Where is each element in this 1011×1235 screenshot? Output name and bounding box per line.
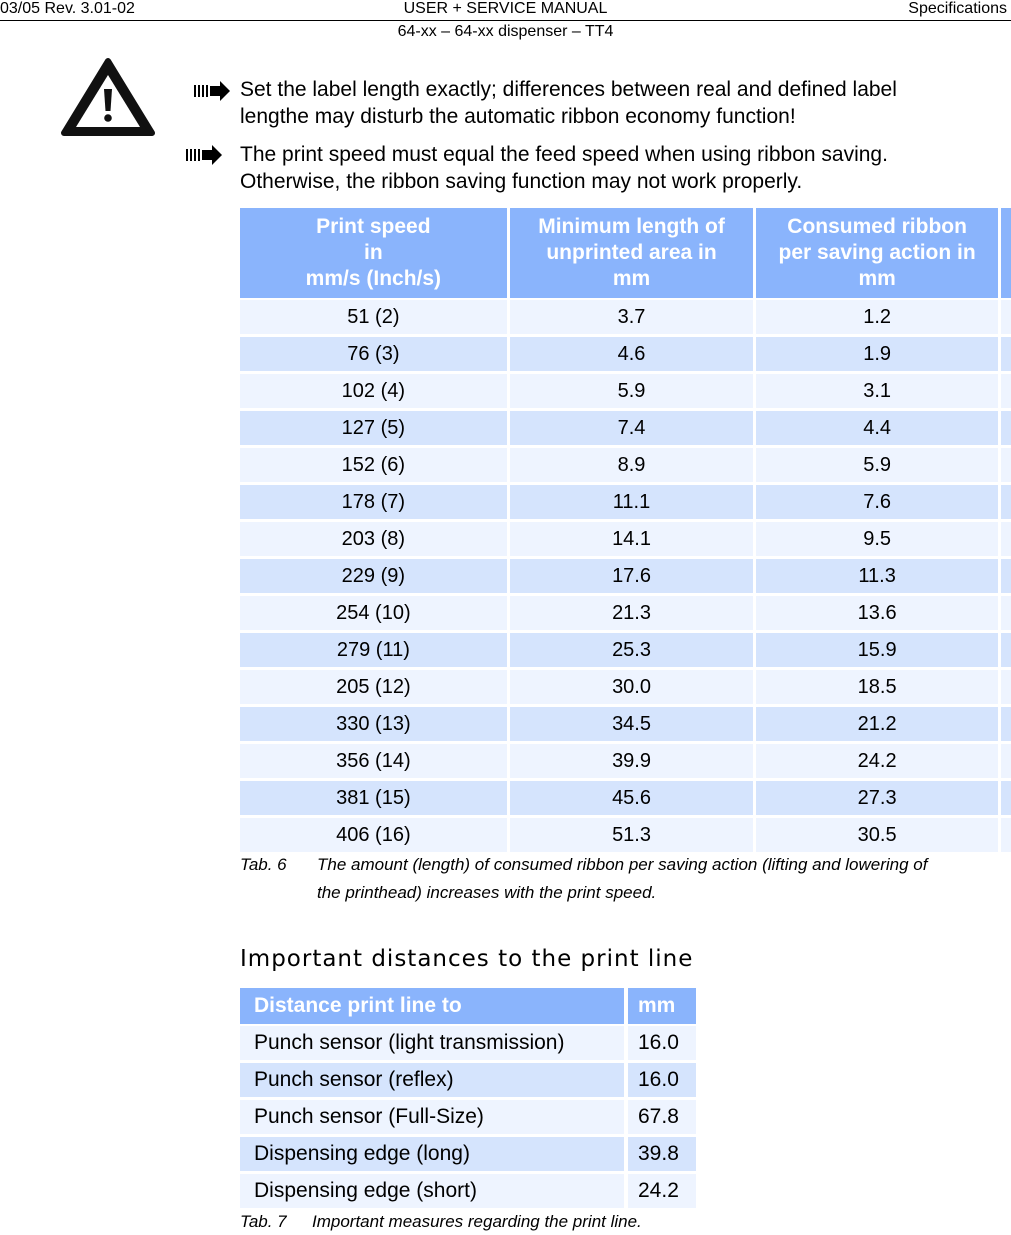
table-cell: 27.3	[756, 781, 1001, 818]
table-cell: 5.9	[510, 374, 757, 411]
header-subtitle: 64-xx – 64-xx dispenser – TT4	[397, 23, 614, 40]
column-header-consumed-ribbon: Consumed ribbon per saving action in mm	[756, 208, 1001, 300]
table-cell: 67.8	[628, 1100, 700, 1137]
header-divider	[0, 20, 1011, 21]
table-row	[240, 522, 1011, 559]
table-cell: 1.2	[756, 300, 1001, 337]
table-cell: 24.2	[628, 1174, 700, 1211]
caption-label: Tab. 7	[240, 1212, 287, 1231]
row-spacer	[1001, 596, 1011, 633]
table-cell: 11.3	[756, 559, 1001, 596]
column-header-distance: Distance print line to	[240, 988, 628, 1026]
table-cell: 16.0	[628, 1026, 700, 1063]
note-label-length	[240, 76, 1000, 130]
table-cell: Punch sensor (reflex)	[240, 1063, 628, 1100]
table-cell: 254 (10)	[240, 596, 510, 633]
note-line: Set the label length exactly; differences between real and defined label	[240, 78, 897, 101]
table-cell: 406 (16)	[240, 818, 510, 855]
arrow-right-icon	[194, 80, 232, 102]
table-cell: 76 (3)	[240, 337, 510, 374]
row-spacer	[1001, 744, 1011, 781]
table-cell: 30.0	[510, 670, 757, 707]
table6-caption	[240, 851, 1011, 911]
table-cell: 279 (11)	[240, 633, 510, 670]
table-row	[240, 596, 1011, 633]
header-revision: 03/05 Rev. 3.01-02	[0, 0, 135, 17]
table-row	[240, 1137, 700, 1174]
caption-text: Important measures regarding the print line.	[312, 1212, 642, 1231]
table-cell: Punch sensor (light transmission)	[240, 1026, 628, 1063]
table-row	[240, 1174, 700, 1211]
table-cell: 152 (6)	[240, 448, 510, 485]
table-cell: 18.5	[756, 670, 1001, 707]
table-header-row	[240, 208, 1011, 300]
table-cell: Dispensing edge (long)	[240, 1137, 628, 1174]
table-row	[240, 411, 1011, 448]
row-spacer	[1001, 448, 1011, 485]
table-cell: 34.5	[510, 707, 757, 744]
table-row	[240, 485, 1011, 522]
table-cell: 4.4	[756, 411, 1001, 448]
row-spacer	[1001, 670, 1011, 707]
header-manual-title: USER + SERVICE MANUAL	[403, 0, 608, 17]
ribbon-saving-table	[240, 208, 1011, 855]
table-cell: 45.6	[510, 781, 757, 818]
table-cell: 39.9	[510, 744, 757, 781]
table-cell: 178 (7)	[240, 485, 510, 522]
column-header-print-speed: Print speed in mm/s (Inch/s)	[240, 208, 510, 300]
table-cell: 11.1	[510, 485, 757, 522]
warning-icon	[60, 57, 156, 137]
table-row	[240, 633, 1011, 670]
note-print-speed	[240, 141, 1000, 195]
row-spacer	[1001, 411, 1011, 448]
table-cell: 21.3	[510, 596, 757, 633]
table-cell: 330 (13)	[240, 707, 510, 744]
table-cell: Punch sensor (Full-Size)	[240, 1100, 628, 1137]
table-cell: 127 (5)	[240, 411, 510, 448]
table-cell: 25.3	[510, 633, 757, 670]
table-cell: 1.9	[756, 337, 1001, 374]
table-row	[240, 670, 1011, 707]
table-cell: Dispensing edge (short)	[240, 1174, 628, 1211]
note-line: lengthe may disturb the automatic ribbon economy function!	[240, 105, 796, 128]
table-row	[240, 374, 1011, 411]
caption-text: The amount (length) of consumed ribbon per saving action (lifting and lowering of	[317, 855, 928, 874]
column-header-mm: mm	[628, 988, 700, 1026]
table-row	[240, 781, 1011, 818]
row-spacer	[1001, 559, 1011, 596]
table-cell: 17.6	[510, 559, 757, 596]
print-line-distances-table	[240, 988, 700, 1211]
table-cell: 205 (12)	[240, 670, 510, 707]
table-row	[240, 1063, 700, 1100]
header-section: Specifications	[908, 0, 1007, 17]
row-spacer	[1001, 818, 1011, 855]
table-row	[240, 744, 1011, 781]
table-cell: 13.6	[756, 596, 1001, 633]
table-row	[240, 818, 1011, 855]
table-row	[240, 1100, 700, 1137]
caption-text: the printhead) increases with the print speed.	[317, 883, 657, 902]
row-spacer	[1001, 633, 1011, 670]
table-row	[240, 707, 1011, 744]
column-header-spacer	[1001, 208, 1011, 300]
table-cell: 229 (9)	[240, 559, 510, 596]
table-row	[240, 1026, 700, 1063]
table-cell: 8.9	[510, 448, 757, 485]
table-cell: 24.2	[756, 744, 1001, 781]
table-cell: 3.7	[510, 300, 757, 337]
note-line: The print speed must equal the feed speed when using ribbon saving.	[240, 143, 888, 166]
caption-label: Tab. 6	[240, 855, 287, 874]
table-cell: 4.6	[510, 337, 757, 374]
table-cell: 356 (14)	[240, 744, 510, 781]
table-cell: 39.8	[628, 1137, 700, 1174]
table-cell: 51 (2)	[240, 300, 510, 337]
table-cell: 7.6	[756, 485, 1001, 522]
table7-caption	[240, 1209, 1011, 1235]
row-spacer	[1001, 522, 1011, 559]
table-cell: 51.3	[510, 818, 757, 855]
table-cell: 14.1	[510, 522, 757, 559]
table-cell: 9.5	[756, 522, 1001, 559]
arrow-right-icon	[186, 144, 224, 166]
table-cell: 21.2	[756, 707, 1001, 744]
table-cell: 16.0	[628, 1063, 700, 1100]
table-row	[240, 559, 1011, 596]
table-cell: 203 (8)	[240, 522, 510, 559]
row-spacer	[1001, 707, 1011, 744]
row-spacer	[1001, 337, 1011, 374]
section-title: Important distances to the print line	[240, 946, 694, 972]
row-spacer	[1001, 300, 1011, 337]
table-cell: 7.4	[510, 411, 757, 448]
column-header-min-length: Minimum length of unprinted area in mm	[510, 208, 757, 300]
table-header-row	[240, 988, 700, 1026]
row-spacer	[1001, 781, 1011, 818]
table-row	[240, 300, 1011, 337]
table-cell: 381 (15)	[240, 781, 510, 818]
table-cell: 15.9	[756, 633, 1001, 670]
table-cell: 3.1	[756, 374, 1001, 411]
table-row	[240, 337, 1011, 374]
table-row	[240, 448, 1011, 485]
row-spacer	[1001, 485, 1011, 522]
table-cell: 30.5	[756, 818, 1001, 855]
note-line: Otherwise, the ribbon saving function may not work properly.	[240, 170, 803, 193]
row-spacer	[1001, 374, 1011, 411]
table-cell: 102 (4)	[240, 374, 510, 411]
table-cell: 5.9	[756, 448, 1001, 485]
